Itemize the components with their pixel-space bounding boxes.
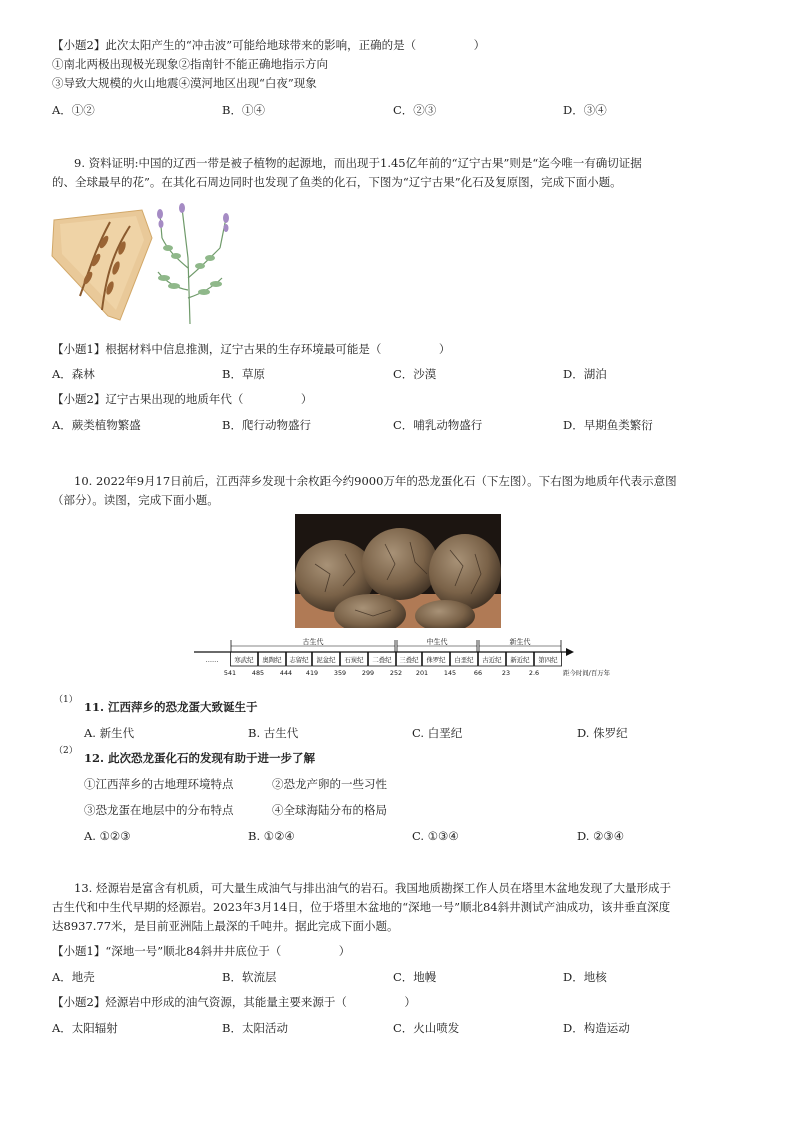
question-stem-cont: 达8937.77米，是目前亚洲陆上最深的千吨井。据此完成下面小题。 bbox=[52, 919, 399, 933]
option-d: D．构造运动 bbox=[563, 1021, 630, 1035]
period-label: 新近纪 bbox=[510, 656, 530, 664]
option-b: B. ①②④ bbox=[248, 829, 295, 843]
tick-label: 23 bbox=[501, 669, 511, 677]
timeline-arrow-icon bbox=[566, 648, 574, 656]
statement-item: ②恐龙产卵的一些习性 bbox=[272, 777, 387, 791]
period-label: 泥盆纪 bbox=[316, 656, 336, 664]
period-label: 石炭纪 bbox=[344, 656, 364, 664]
era-label: 新生代 bbox=[509, 638, 531, 646]
option-c: C．沙漠 bbox=[393, 367, 437, 381]
tick-label: 359 bbox=[333, 669, 347, 677]
option-b: B．软流层 bbox=[222, 970, 277, 984]
tick-label: 201 bbox=[415, 669, 429, 677]
option-b: B．①④ bbox=[222, 103, 265, 117]
question-stem: 9. 资料证明:中国的辽西一带是被子植物的起源地，而出现于1.45亿年前的“辽宁古果”则是“迄今唯一有确切证据 bbox=[74, 156, 642, 170]
option-c: C．火山喷发 bbox=[393, 1021, 460, 1035]
statement-line: ①南北两极出现极光现象②指南针不能正确地指示方向 bbox=[52, 57, 328, 71]
period-label: 白垩纪 bbox=[454, 656, 474, 664]
period-label: 古近纪 bbox=[482, 656, 502, 664]
period-label: 二叠纪 bbox=[372, 656, 392, 664]
option-a: A. 新生代 bbox=[84, 726, 135, 740]
option-a: A．太阳辐射 bbox=[52, 1021, 118, 1035]
era-label: 中生代 bbox=[426, 638, 448, 646]
option-b: B．太阳活动 bbox=[222, 1021, 288, 1035]
fossil-illustration bbox=[50, 198, 250, 326]
dinosaur-egg-photo bbox=[295, 514, 501, 628]
question-text: 【小题2】此次太阳产生的“冲击波”可能给地球带来的影响，正确的是（ ） bbox=[52, 38, 486, 52]
tick-label: 145 bbox=[443, 669, 457, 677]
option-c: C．哺乳动物盛行 bbox=[393, 418, 483, 432]
tick-label: 541 bbox=[223, 669, 237, 677]
option-d: D．早期鱼类繁衍 bbox=[563, 418, 653, 432]
statement-line: ③导致大规模的火山地震④漠河地区出现“白夜”现象 bbox=[52, 76, 317, 90]
statement-item: ①江西萍乡的古地理环境特点 bbox=[84, 777, 234, 791]
period-label: 三叠纪 bbox=[399, 656, 419, 664]
period-label: 寒武纪 bbox=[234, 656, 254, 664]
sub-index: （2） bbox=[54, 746, 78, 756]
sub-question: 【小题2】烃源岩中形成的油气资源，其能量主要来源于（ ） bbox=[52, 995, 416, 1009]
fossil-images bbox=[50, 198, 250, 326]
option-a: A．①② bbox=[52, 103, 95, 117]
option-b: B．爬行动物盛行 bbox=[222, 418, 311, 432]
option-d: D．地核 bbox=[563, 970, 607, 984]
question-stem: 13. 烃源岩是富含有机质，可大量生成油气与排出油气的岩石。我国地质勘探工作人员在塔里木盆地发现了大量形成于 bbox=[74, 881, 671, 895]
statement-item: ④全球海陆分布的格局 bbox=[272, 803, 387, 817]
tick-label: 485 bbox=[251, 669, 265, 677]
tick-label: 2.6 bbox=[528, 669, 540, 677]
timeline-svg bbox=[194, 636, 612, 678]
period-label: …… bbox=[205, 656, 219, 664]
tick-label: 444 bbox=[279, 669, 293, 677]
question-stem-cont: （部分）。读图，完成下面小题。 bbox=[52, 493, 219, 507]
option-c: C．地幔 bbox=[393, 970, 437, 984]
option-b: B. 古生代 bbox=[248, 726, 299, 740]
option-d: D. 侏罗纪 bbox=[577, 726, 628, 740]
sub-question: 【小题1】根据材料中信息推测，辽宁古果的生存环境最可能是（ ） bbox=[52, 342, 451, 356]
option-a: A．地壳 bbox=[52, 970, 95, 984]
tick-label: 66 bbox=[473, 669, 483, 677]
sub-question: 【小题2】辽宁古果出现的地质年代（ ） bbox=[52, 392, 313, 406]
option-c: C. 白垩纪 bbox=[412, 726, 463, 740]
tick-label: 252 bbox=[389, 669, 403, 677]
option-d: D．湖泊 bbox=[563, 367, 607, 381]
question-stem: 10. 2022年9月17日前后，江西萍乡发现十余枚距今约9000万年的恐龙蛋化石（下左图）。下右图为地质年代表示意图 bbox=[74, 474, 677, 488]
geologic-timeline bbox=[194, 636, 612, 678]
tick-label: 419 bbox=[305, 669, 319, 677]
option-b: B．草原 bbox=[222, 367, 265, 381]
option-d: D．③④ bbox=[563, 103, 607, 117]
period-label: 志留纪 bbox=[289, 656, 309, 664]
option-a: A．森林 bbox=[52, 367, 95, 381]
sub-question: 11. 江西萍乡的恐龙蛋大致诞生于 bbox=[84, 700, 258, 714]
sub-index: （1） bbox=[54, 695, 78, 705]
statement-item: ③恐龙蛋在地层中的分布特点 bbox=[84, 803, 234, 817]
option-a: A. ①②③ bbox=[84, 829, 131, 843]
period-label: 奥陶纪 bbox=[262, 656, 282, 664]
option-c: C．②③ bbox=[393, 103, 437, 117]
tick-label: 299 bbox=[361, 669, 375, 677]
option-d: D. ②③④ bbox=[577, 829, 625, 843]
sub-question: 12. 此次恐龙蛋化石的发现有助于进一步了解 bbox=[84, 751, 316, 765]
sub-question: 【小题1】“深地一号”顺北84斜井井底位于（ ） bbox=[52, 944, 351, 958]
axis-label: 距今时间/百万年 bbox=[563, 669, 610, 677]
period-label: 侏罗纪 bbox=[426, 656, 446, 664]
question-stem-cont: 的、全球最早的花”。在其化石周边同时也发现了鱼类的化石，下图为“辽宁古果”化石及复原图，完成下面小题。 bbox=[52, 175, 622, 189]
era-label: 古生代 bbox=[302, 638, 324, 646]
option-c: C. ①③④ bbox=[412, 829, 459, 843]
option-a: A．蕨类植物繁盛 bbox=[52, 418, 141, 432]
period-label: 第四纪 bbox=[538, 656, 558, 664]
question-stem-cont: 古生代和中生代早期的烃源岩。2023年3月14日，位于塔里木盆地的“深地一号”顺北84斜井测试产油成功，该井垂直深度 bbox=[52, 900, 671, 914]
